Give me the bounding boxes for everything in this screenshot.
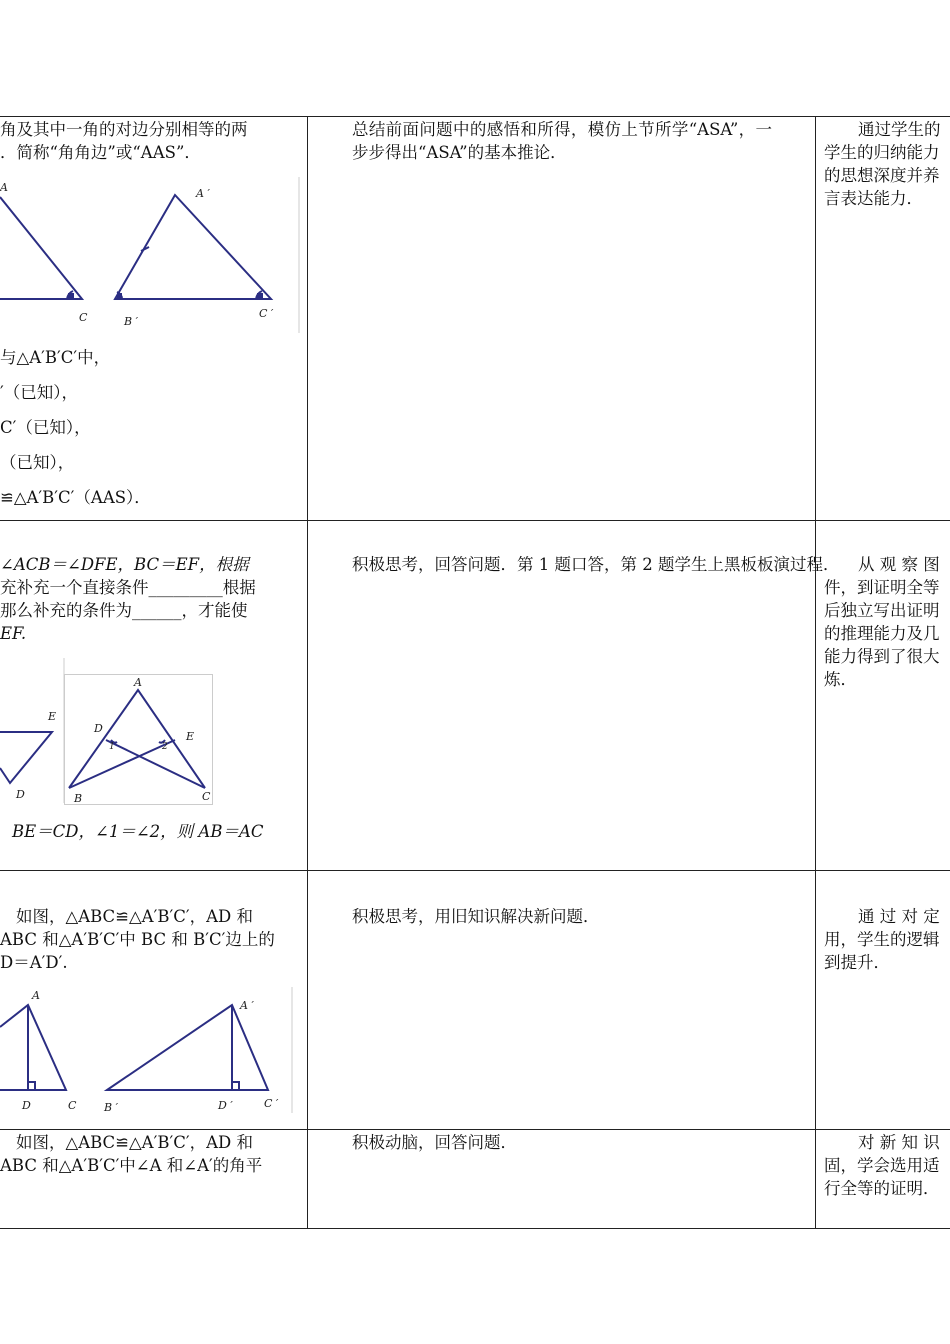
row4-teacher-cell [0, 1131, 307, 1177]
fig3-label-b: B [74, 792, 83, 805]
proof-line-5: ≌△A′B′C′（AAS）． [0, 488, 151, 507]
row2-teacher-cell [0, 553, 307, 645]
row4-student-cell: 积极动脑，回答问题． [352, 1133, 517, 1152]
fig2-label-d: D [16, 788, 25, 801]
row2-teacher-line-1: ∠ACB＝∠DFE，BC＝EF，根据 [0, 555, 249, 574]
row2-intent-line-5: 能力得到了很大 [824, 647, 940, 666]
fig4-label-d: D [22, 1099, 31, 1112]
row4-teacher-line-1: 如图，△ABC≌△A′B′C′，AD 和 [16, 1133, 253, 1152]
fig1-label-c2: C ′ [259, 307, 274, 320]
row2-intent-line-3: 后独立写出证明 [824, 601, 940, 620]
row3-teacher-line-3: D＝A′D′. [0, 953, 68, 972]
fig4-label-c2: C ′ [264, 1097, 279, 1110]
row2-teacher-line-3: 那么补充的条件为______，才能使 [0, 601, 248, 620]
fig3-label-1: 1 [109, 742, 115, 752]
row1-intent-cell [824, 118, 950, 210]
row4-teacher-line-2: ABC 和△A′B′C′中∠A 和∠A′的角平 [0, 1156, 263, 1175]
row3-intent-line-1: 通 过 对 定 [858, 907, 940, 926]
fig1-label-a: A [0, 181, 8, 194]
table-border-bottom [0, 1228, 950, 1229]
row3-intent-line-2: 用，学生的逻辑 [824, 930, 940, 949]
row1-intent-line-2: 学生的归纳能力 [824, 143, 940, 162]
fig4-label-a: A [32, 989, 40, 1002]
row2-student-cell: 积极思考，回答问题．第 1 题口答，第 2 题学生上黑板板演过程． [352, 555, 840, 574]
table-border-top [0, 116, 950, 117]
row1-intent-line-4: 言表达能力． [824, 189, 923, 208]
row1-intent-line-1: 通过学生的 [858, 120, 941, 139]
fig2-label-e: E [48, 710, 57, 723]
row-divider-1 [0, 520, 950, 521]
fig4-label-c: C [68, 1099, 77, 1112]
row2-intent-line-6: 炼． [824, 670, 857, 689]
fig4-label-b2: B ′ [104, 1101, 119, 1114]
fig3-label-2: 2 [162, 742, 168, 752]
fig3-label-e: E [186, 730, 195, 743]
row1-teacher-line-2: ．简称“角角边”或“AAS”． [0, 143, 201, 162]
row-divider-2 [0, 870, 950, 871]
fig4-label-d2: D ′ [218, 1099, 233, 1112]
row3-teacher-cell [0, 905, 307, 974]
triangle-figure-abc-cross [64, 674, 216, 808]
row2-intent-cell [824, 553, 950, 691]
row2-teacher-line-4: EF. [0, 624, 27, 643]
triangle-figure-def [0, 658, 66, 808]
fig4-label-a2: A ′ [240, 999, 254, 1012]
fig1-label-a2: A ′ [196, 187, 210, 200]
row3-student-cell: 积极思考，用旧知识解决新问题． [352, 907, 600, 926]
fig3-label-c: C [202, 790, 211, 803]
row1-student-cell: 总结前面问题中的感悟和所得，模仿上节所学“ASA”，一步步得出“ASA”的基本推论． [352, 120, 772, 162]
row4-intent-line-1: 对 新 知 识 [858, 1133, 940, 1152]
triangle-figure-aas [0, 175, 302, 335]
fig1-label-c: C [79, 311, 88, 324]
row-divider-3 [0, 1129, 950, 1130]
fig1-label-b2: B ′ [124, 315, 139, 328]
row4-intent-line-3: 行全等的证明． [824, 1179, 940, 1198]
proof-line-4: （已知）， [0, 453, 75, 472]
row2-intent-line-2: 件，到证明全等 [824, 578, 940, 597]
row3-intent-cell [824, 905, 950, 974]
row3-teacher-line-2: ABC 和△A′B′C′中 BC 和 B′C′边上的 [0, 930, 275, 949]
row1-proof [0, 346, 307, 509]
row4-intent-line-2: 固，学会选用适 [824, 1156, 940, 1175]
row2-intent-line-1: 从 观 察 图 [858, 555, 940, 574]
row1-intent-line-3: 的思想深度并养 [824, 166, 940, 185]
proof-line-3: C′（已知）， [0, 418, 91, 437]
row4-intent-cell [824, 1131, 950, 1200]
row2-condition: BE＝CD，∠1＝∠2，则 AB＝AC [12, 822, 264, 841]
row1-teacher-line-1: 角及其中一角的对边分别相等的两 [0, 120, 248, 139]
column-divider-1 [307, 116, 308, 1228]
column-divider-2 [815, 116, 816, 1228]
row2-teacher-line-2: 充补充一个直接条件_________根据 [0, 578, 256, 597]
row3-teacher-line-1: 如图，△ABC≌△A′B′C′，AD 和 [16, 907, 253, 926]
proof-line-1: 与△A′B′C′中， [0, 348, 111, 367]
row3-intent-line-3: 到提升． [824, 953, 890, 972]
fig3-label-a: A [134, 676, 142, 689]
fig3-label-d: D [94, 722, 103, 735]
proof-line-2: ′（已知）， [0, 383, 78, 402]
row2-intent-line-4: 的推理能力及几 [824, 624, 940, 643]
triangle-figure-altitude [0, 985, 300, 1117]
